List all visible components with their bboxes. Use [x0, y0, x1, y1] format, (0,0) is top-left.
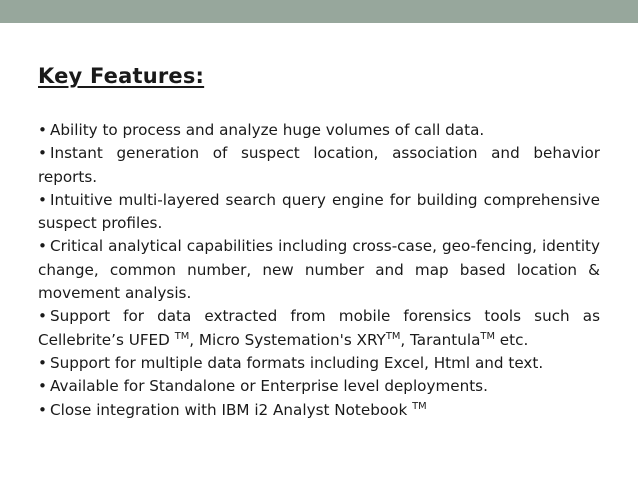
bullet-icon: • [38, 377, 47, 396]
feature-text: Instant generation of suspect location, association and behavior reports. [38, 144, 600, 186]
bullet-icon: • [38, 400, 47, 419]
feature-item [38, 189, 600, 236]
feature-text: Intuitive multi-layered search query engine for building comprehensive suspect profiles. [38, 190, 600, 233]
feature-text: Critical analytical capabilities including cross-case, geo-fencing, identity change, common number, new number and map based location & movement analysis. [38, 237, 600, 303]
feature-item [38, 375, 600, 398]
feature-text: Close integration with IBM i2 Analyst Notebook [50, 400, 413, 419]
bullet-icon: • [38, 307, 47, 326]
feature-item [38, 305, 600, 352]
feature-item [38, 142, 600, 189]
bullet-icon: • [38, 190, 47, 209]
bullet-icon: • [38, 237, 47, 256]
feature-item [38, 399, 600, 422]
trademark-mark: TM [174, 330, 190, 342]
feature-text: , Tarantula [400, 330, 481, 349]
slide-title: Key Features: [38, 64, 205, 88]
feature-item [38, 119, 600, 142]
feature-text: Support for multiple data formats including Excel, Html and text. [50, 353, 544, 372]
trademark-mark: TM [480, 330, 495, 342]
feature-item [38, 352, 600, 375]
feature-text: Support for data extracted from mobile forensics tools such as Cellebrite’s UFED [38, 307, 600, 349]
trademark-mark: TM [385, 330, 401, 342]
feature-text: Ability to process and analyze huge volumes of call data. [50, 121, 485, 139]
feature-item [38, 235, 600, 305]
feature-text: Available for Standalone or Enterprise level deployments. [50, 377, 488, 396]
bullet-icon: • [38, 144, 47, 163]
top-accent-bar [0, 0, 638, 23]
bullet-icon: • [38, 353, 47, 372]
bullet-icon: • [38, 121, 47, 139]
trademark-mark: TM [412, 400, 427, 412]
feature-text: , Micro Systemation's XRY [189, 330, 386, 349]
feature-list [38, 119, 600, 422]
feature-text: etc. [494, 330, 529, 349]
